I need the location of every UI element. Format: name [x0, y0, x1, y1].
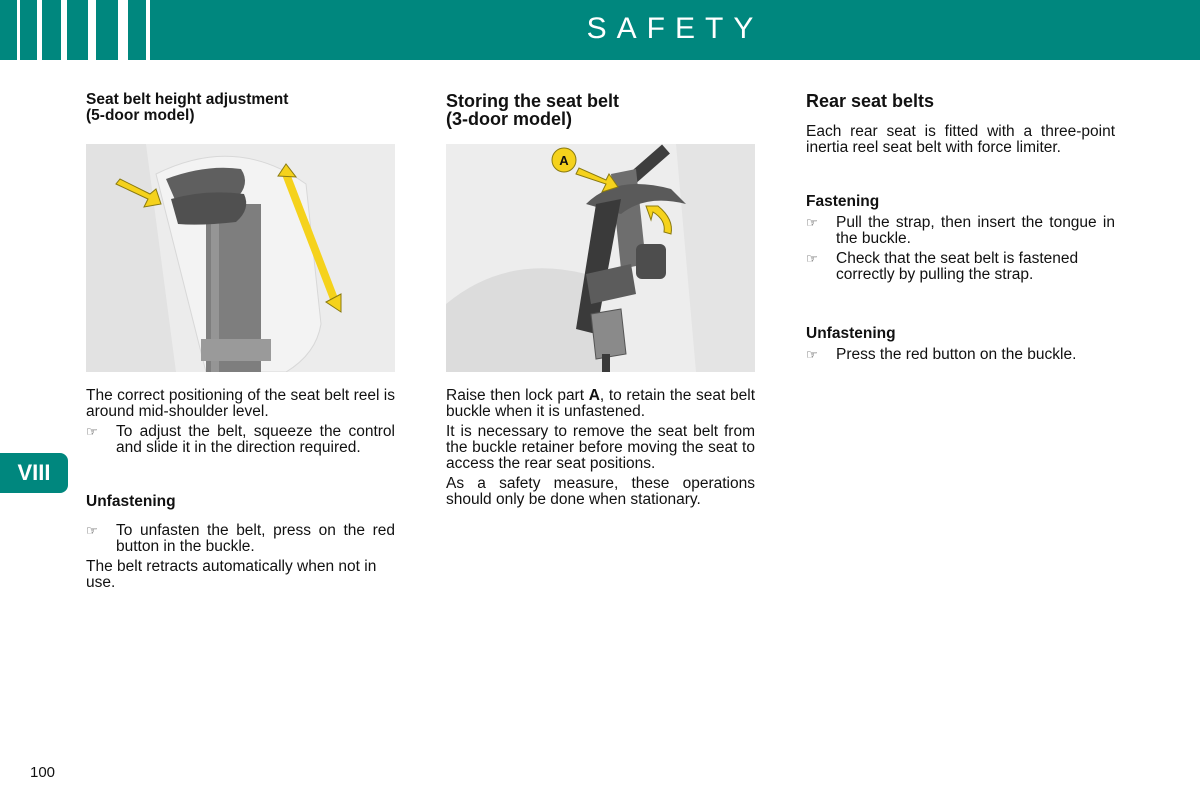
- column-seat-belt-height: [86, 92, 395, 591]
- page-title: SAFETY: [586, 12, 764, 45]
- list-item: [806, 251, 1115, 283]
- column-storing-seat-belt: [446, 92, 755, 508]
- page-header: [0, 0, 1200, 60]
- heading-line: Seat belt height adjustment: [86, 91, 289, 108]
- chapter-tab: VIII: [0, 453, 68, 493]
- section-heading: Rear seat belts: [806, 91, 935, 111]
- part-label: A: [588, 387, 600, 404]
- list-item-text: Pull the strap, then insert the tongue in the buckle.: [836, 214, 1115, 247]
- page-number: 100: [30, 764, 56, 781]
- body-text: As a safety measure, these operations should only be done when stationary.: [446, 475, 755, 508]
- list-item: [86, 523, 395, 555]
- pointing-hand-icon: ☞: [86, 523, 98, 538]
- storing-seat-belt-illustration: [446, 144, 755, 372]
- list-item-text: To adjust the belt, squeeze the control and slide it in the direction required.: [116, 423, 395, 456]
- heading-line: (5-door model): [86, 107, 195, 124]
- list-item: [806, 215, 1115, 247]
- storing-seat-belt-figure: [446, 144, 755, 372]
- pointing-hand-icon: ☞: [86, 424, 98, 439]
- intro-text: Each rear seat is fitted with a three-point inertia reel seat belt with force limiter.: [806, 123, 1115, 156]
- list-item-text: Check that the seat belt is fastened correctly by pulling the strap.: [836, 250, 1079, 283]
- section-heading: [86, 92, 395, 124]
- section-heading: Unfastening: [86, 493, 176, 510]
- heading-line: Storing the seat belt: [446, 91, 620, 111]
- header-stripes-decoration: [0, 0, 150, 60]
- list-item-text: To unfasten the belt, press on the red button in the buckle.: [116, 522, 395, 555]
- body-text: The belt retracts automatically when not in use.: [86, 558, 377, 591]
- section-heading: Unfastening: [806, 325, 896, 342]
- section-heading: [446, 92, 755, 128]
- list-item: [86, 424, 395, 456]
- column-rear-seat-belts: [806, 92, 1115, 363]
- pointing-hand-icon: ☞: [806, 347, 818, 362]
- heading-line: (3-door model): [446, 109, 572, 129]
- figure-callout-label: A: [559, 153, 569, 168]
- body-text: It is necessary to remove the seat belt from the buckle retainer before moving the seat to access the rear seat positions.: [446, 423, 755, 472]
- seat-belt-height-figure: [86, 144, 395, 372]
- list-item-text: Press the red button on the buckle.: [836, 346, 1077, 363]
- pointing-hand-icon: ☞: [806, 215, 818, 230]
- pointing-hand-icon: ☞: [806, 251, 818, 266]
- section-heading: Fastening: [806, 193, 880, 210]
- seat-belt-height-illustration: [86, 144, 395, 372]
- text-run: , to retain the seat belt buckle when it is unfastened.: [446, 387, 755, 420]
- intro-text: The correct positioning of the seat belt reel is around mid-shoulder level.: [86, 387, 395, 420]
- body-text: [446, 388, 755, 420]
- text-run: Raise then lock part: [446, 387, 589, 404]
- list-item: [806, 347, 1115, 363]
